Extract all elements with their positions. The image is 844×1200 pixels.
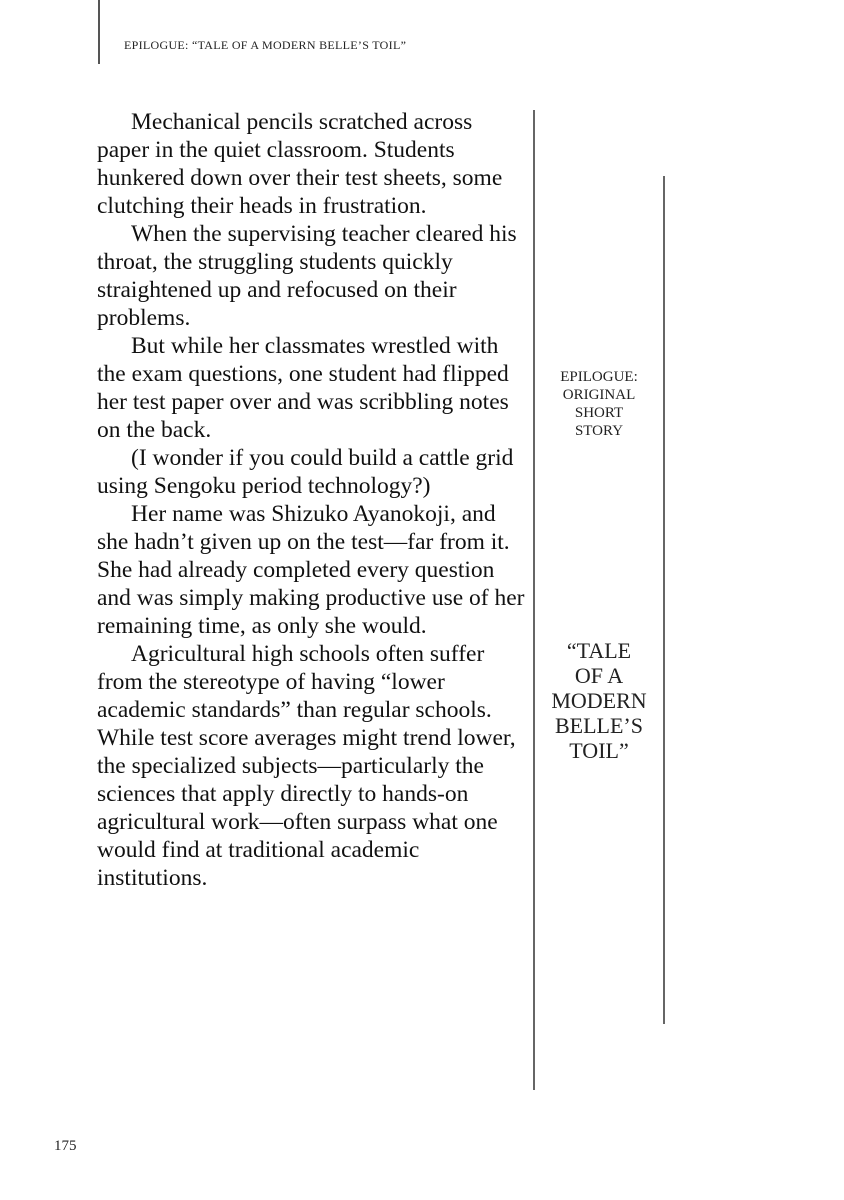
sidebar-title-line: OF A <box>574 663 624 688</box>
sidebar-section-label <box>540 368 658 440</box>
paragraph: Her name was Shizuko Ayanokoji, and she hadn’t given up on the test—far from it. She had already completed every question and was simply making productive use of her remaining time, as only she would. <box>97 501 525 639</box>
sidebar-story-title <box>540 638 658 763</box>
paragraph: But while her classmates wrestled with the exam questions, one student had flipped her test paper over and was scribbling notes on the back. <box>97 333 509 443</box>
sidebar-section-line: ORIGINAL <box>562 387 636 403</box>
paragraph: Mechanical pencils scratched across paper in the quiet classroom. Students hunkered down over their test sheets, some clutching their heads in frustration. <box>97 109 503 219</box>
page-number: 175 <box>54 1138 77 1154</box>
sidebar-title-line: MODERN <box>551 688 647 713</box>
paragraph: (I wonder if you could build a cattle grid using Sengoku period technology?) <box>97 445 514 499</box>
paragraph: When the supervising teacher cleared his throat, the struggling students quickly straightened up and refocused on their problems. <box>97 221 517 331</box>
sidebar-title-line: TOIL” <box>569 738 629 763</box>
sidebar-section-line: EPILOGUE: <box>560 369 638 385</box>
sidebar-title-line: “TALE <box>566 638 632 663</box>
sidebar-rule-left <box>533 110 535 1090</box>
sidebar-rule-right <box>663 176 665 1024</box>
header-rule <box>98 0 100 64</box>
body-text <box>97 108 525 892</box>
running-head: EPILOGUE: “TALE OF A MODERN BELLE’S TOIL” <box>124 38 407 52</box>
sidebar-section-line: STORY <box>574 423 624 439</box>
sidebar-section-line: SHORT <box>574 405 624 421</box>
paragraph: Agricultural high schools often suffer from the stereotype of having “lower academic standards” than regular schools. While test score averages might trend lower, the specialized subjects—particularly the sciences that apply directly to hands-on agricultural work—often surpass what one would find at traditional academic institutions. <box>97 641 516 891</box>
sidebar-title-line: BELLE’S <box>555 713 643 738</box>
